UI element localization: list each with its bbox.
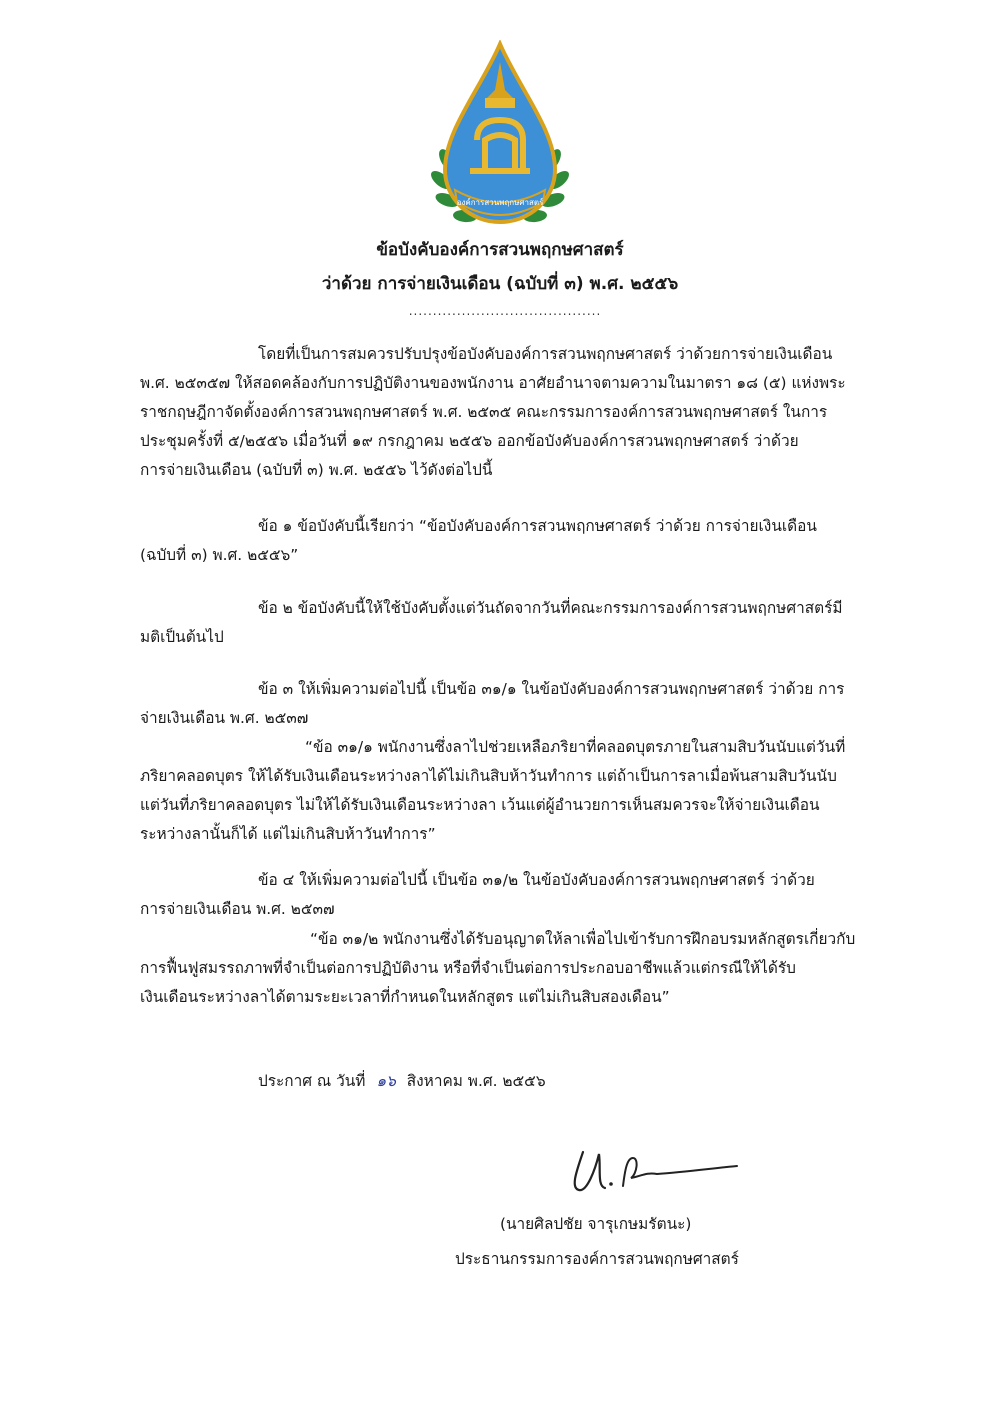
- text-line: “ข้อ ๓๑/๒ พนักงานซึ่งได้รับอนุญาตให้ลาเพื่อไปเข้ารับการฝึกอบรมหลักสูตรเกี่ยวกับ: [310, 930, 856, 948]
- signatory-position: ประธานกรรมการองค์การสวนพฤกษศาสตร์: [455, 1250, 739, 1268]
- text-line: (ฉบับที่ ๓) พ.ศ. ๒๕๕๖”: [140, 546, 299, 564]
- clause-4-quoted-text: [140, 925, 905, 1012]
- clause-4: [140, 866, 905, 924]
- logo-ribbon-text: องค์การสวนพฤกษศาสตร์: [456, 198, 544, 207]
- announcement-prefix: ประกาศ ณ วันที่: [258, 1072, 366, 1090]
- text-line: การฟื้นฟูสมรรถภาพที่จำเป็นต่อการปฏิบัติงาน หรือที่จำเป็นต่อการประกอบอาชีพแล้วแต่กรณีให้ได้รับ: [140, 959, 796, 977]
- text-line: ราชกฤษฎีกาจัดตั้งองค์การสวนพฤกษศาสตร์ พ.ศ. ๒๕๓๕ คณะกรรมการองค์การสวนพฤกษศาสตร์ ในการ: [140, 403, 828, 421]
- clause-2: [140, 594, 905, 652]
- document-subtitle: ว่าด้วย การจ่ายเงินเดือน (ฉบับที่ ๓) พ.ศ. ๒๕๕๖: [321, 274, 679, 294]
- document-title: ข้อบังคับองค์การสวนพฤกษศาสตร์: [376, 240, 624, 260]
- text-line: การจ่ายเงินเดือน พ.ศ. ๒๕๓๗: [140, 900, 335, 918]
- text-line: ข้อ ๑ ข้อบังคับนี้เรียกว่า “ข้อบังคับองค์การสวนพฤกษศาสตร์ ว่าด้วย การจ่ายเงินเดือน: [258, 517, 817, 535]
- text-line: มติเป็นต้นไป: [140, 628, 224, 646]
- text-line: โดยที่เป็นการสมควรปรับปรุงข้อบังคับองค์การสวนพฤกษศาสตร์ ว่าด้วยการจ่ายเงินเดือน: [258, 345, 833, 363]
- text-line: แต่วันที่ภริยาคลอดบุตร ไม่ให้ได้รับเงินเดือนระหว่างลา เว้นแต่ผู้อำนวยการเห็นสมควรจะให้จ่ายเงินเดือน: [140, 796, 820, 814]
- text-line: จ่ายเงินเดือน พ.ศ. ๒๕๓๗: [140, 709, 309, 727]
- text-line: การจ่ายเงินเดือน (ฉบับที่ ๓) พ.ศ. ๒๕๕๖ ไว้ดังต่อไปนี้: [140, 461, 493, 479]
- text-line: ข้อ ๒ ข้อบังคับนี้ให้ใช้บังคับตั้งแต่วันถัดจากวันที่คณะกรรมการองค์การสวนพฤกษศาสตร์มี: [258, 599, 843, 617]
- text-line: ข้อ ๓ ให้เพิ่มความต่อไปนี้ เป็นข้อ ๓๑/๑ ในข้อบังคับองค์การสวนพฤกษศาสตร์ ว่าด้วย การ: [258, 680, 845, 698]
- announcement-day: ๑๖: [376, 1072, 396, 1090]
- text-line: เงินเดือนระหว่างลาได้ตามระยะเวลาที่กำหนดในหลักสูตร แต่ไม่เกินสิบสองเดือน”: [140, 988, 670, 1006]
- organization-logo: [425, 40, 575, 230]
- text-line: “ข้อ ๓๑/๑ พนักงานซึ่งลาไปช่วยเหลือภริยาที่คลอดบุตรภายในสามสิบวันนับแต่วันที่: [305, 738, 846, 756]
- preamble-paragraph: [140, 340, 905, 485]
- title-separator: ........................................: [408, 304, 602, 318]
- text-line: ประชุมครั้งที่ ๕/๒๕๕๖ เมื่อวันที่ ๑๙ กรกฎาคม ๒๕๕๖ ออกข้อบังคับองค์การสวนพฤกษศาสตร์ ว่าด้วย: [140, 432, 799, 450]
- text-line: ภริยาคลอดบุตร ให้ได้รับเงินเดือนระหว่างลาได้ไม่เกินสิบห้าวันทำการ แต่ถ้าเป็นการลาเมื่อพ้นสามสิบวันนับ: [140, 767, 837, 785]
- text-line: ข้อ ๔ ให้เพิ่มความต่อไปนี้ เป็นข้อ ๓๑/๒ ในข้อบังคับองค์การสวนพฤกษศาสตร์ ว่าด้วย: [258, 871, 815, 889]
- text-line: ระหว่างลานั้นก็ได้ แต่ไม่เกินสิบห้าวันทำการ”: [140, 825, 436, 843]
- clause-3: [140, 675, 905, 733]
- signatory-name: (นายศิลปชัย จารุเกษมรัตนะ): [500, 1215, 692, 1233]
- handwritten-signature: [565, 1140, 745, 1200]
- clause-3-quoted-text: [140, 733, 905, 849]
- clause-1: [140, 512, 905, 570]
- announcement-suffix: สิงหาคม พ.ศ. ๒๕๕๖: [406, 1072, 546, 1090]
- announcement-date: [258, 1068, 546, 1093]
- text-line: พ.ศ. ๒๕๓๕๗ ให้สอดคล้องกับการปฏิบัติงานของพนักงาน อาศัยอำนาจตามความในมาตรา ๑๘ (๕) แห่งพระ: [140, 374, 846, 392]
